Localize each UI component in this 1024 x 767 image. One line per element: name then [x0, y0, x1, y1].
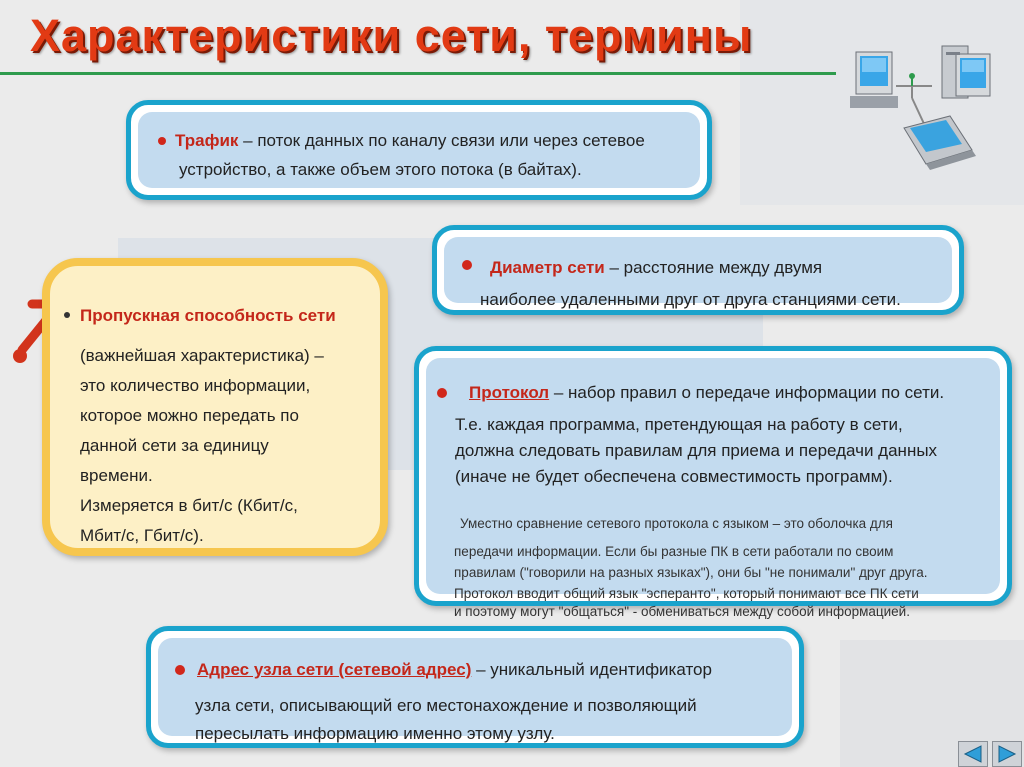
diameter-term: Диаметр сети	[490, 258, 605, 277]
bandwidth-card	[42, 258, 388, 556]
title-divider	[0, 72, 836, 75]
protocol-line-4: (иначе не будет обеспечена совместимость программ).	[455, 467, 893, 486]
bandwidth-line-6: Измеряется в бит/с (Кбит/с,	[80, 496, 298, 515]
bullet-icon	[462, 260, 472, 270]
bandwidth-line-4: данной сети за единицу	[80, 436, 269, 455]
protocol-term: Протокол	[469, 383, 550, 402]
bullet-icon	[64, 312, 70, 318]
address-card	[146, 626, 804, 748]
protocol-note-4: Протокол вводит общий язык "эсперанто", который понимают все ПК сети	[454, 586, 919, 601]
bandwidth-term	[80, 302, 336, 330]
next-slide-button[interactable]	[992, 741, 1022, 767]
triangle-right-icon	[993, 742, 1021, 766]
bullet-icon	[437, 388, 447, 398]
traffic-definition: – поток данных по каналу связи или через сетевое	[238, 131, 645, 150]
address-line-1	[197, 656, 712, 684]
page-title: Характеристики сети, термины	[30, 10, 753, 61]
bullet-icon	[158, 137, 166, 145]
address-term: Адрес узла сети (сетевой адрес)	[197, 660, 472, 679]
protocol-note-1: Уместно сравнение сетевого протокола с языком – это оболочка для	[460, 516, 893, 531]
protocol-definition: – набор правил о передаче информации по сети.	[549, 383, 945, 402]
protocol-line-1	[469, 379, 944, 407]
diameter-card	[432, 225, 964, 315]
diameter-line-1	[490, 254, 822, 282]
traffic-term: Трафик	[175, 131, 239, 150]
protocol-note-2: передачи информации. Если бы разные ПК в сети работали по своим	[454, 544, 894, 559]
protocol-line-2: Т.е. каждая программа, претендующая на работу в сети,	[455, 415, 903, 434]
bullet-icon	[175, 665, 185, 675]
traffic-line-1	[175, 127, 645, 155]
bandwidth-line-7: Мбит/с, Гбит/с).	[80, 526, 204, 545]
address-line-2: узла сети, описывающий его местонахождение и позволяющий	[195, 696, 697, 715]
traffic-line-2: устройство, а также объем этого потока (в байтах).	[179, 160, 582, 179]
triangle-left-icon	[959, 742, 987, 766]
bandwidth-line-5: времени.	[80, 466, 153, 485]
protocol-note-5: и поэтому могут "общаться" - обмениваться между собой информацией.	[454, 604, 910, 619]
prev-slide-button[interactable]	[958, 741, 988, 767]
bandwidth-term-text: Пропускная способность сети	[80, 306, 336, 325]
address-line-3: пересылать информацию именно этому узлу.	[195, 724, 555, 743]
bandwidth-line-1: (важнейшая характеристика) –	[80, 346, 324, 365]
diameter-definition: – расстояние между двумя	[604, 258, 823, 277]
bandwidth-line-3: которое можно передать по	[80, 406, 299, 425]
traffic-card	[126, 100, 712, 200]
protocol-note-3: правилам ("говорили на разных языках"), они бы "не понимали" друг друга.	[454, 565, 928, 580]
address-definition: – уникальный идентификатор	[471, 660, 712, 679]
protocol-line-3: должна следовать правилам для приема и передачи данных	[455, 441, 938, 460]
bandwidth-line-2: это количество информации,	[80, 376, 311, 395]
network-computers-icon	[846, 38, 996, 178]
diameter-line-2: наиболее удаленными друг от друга станциями сети.	[480, 290, 901, 309]
